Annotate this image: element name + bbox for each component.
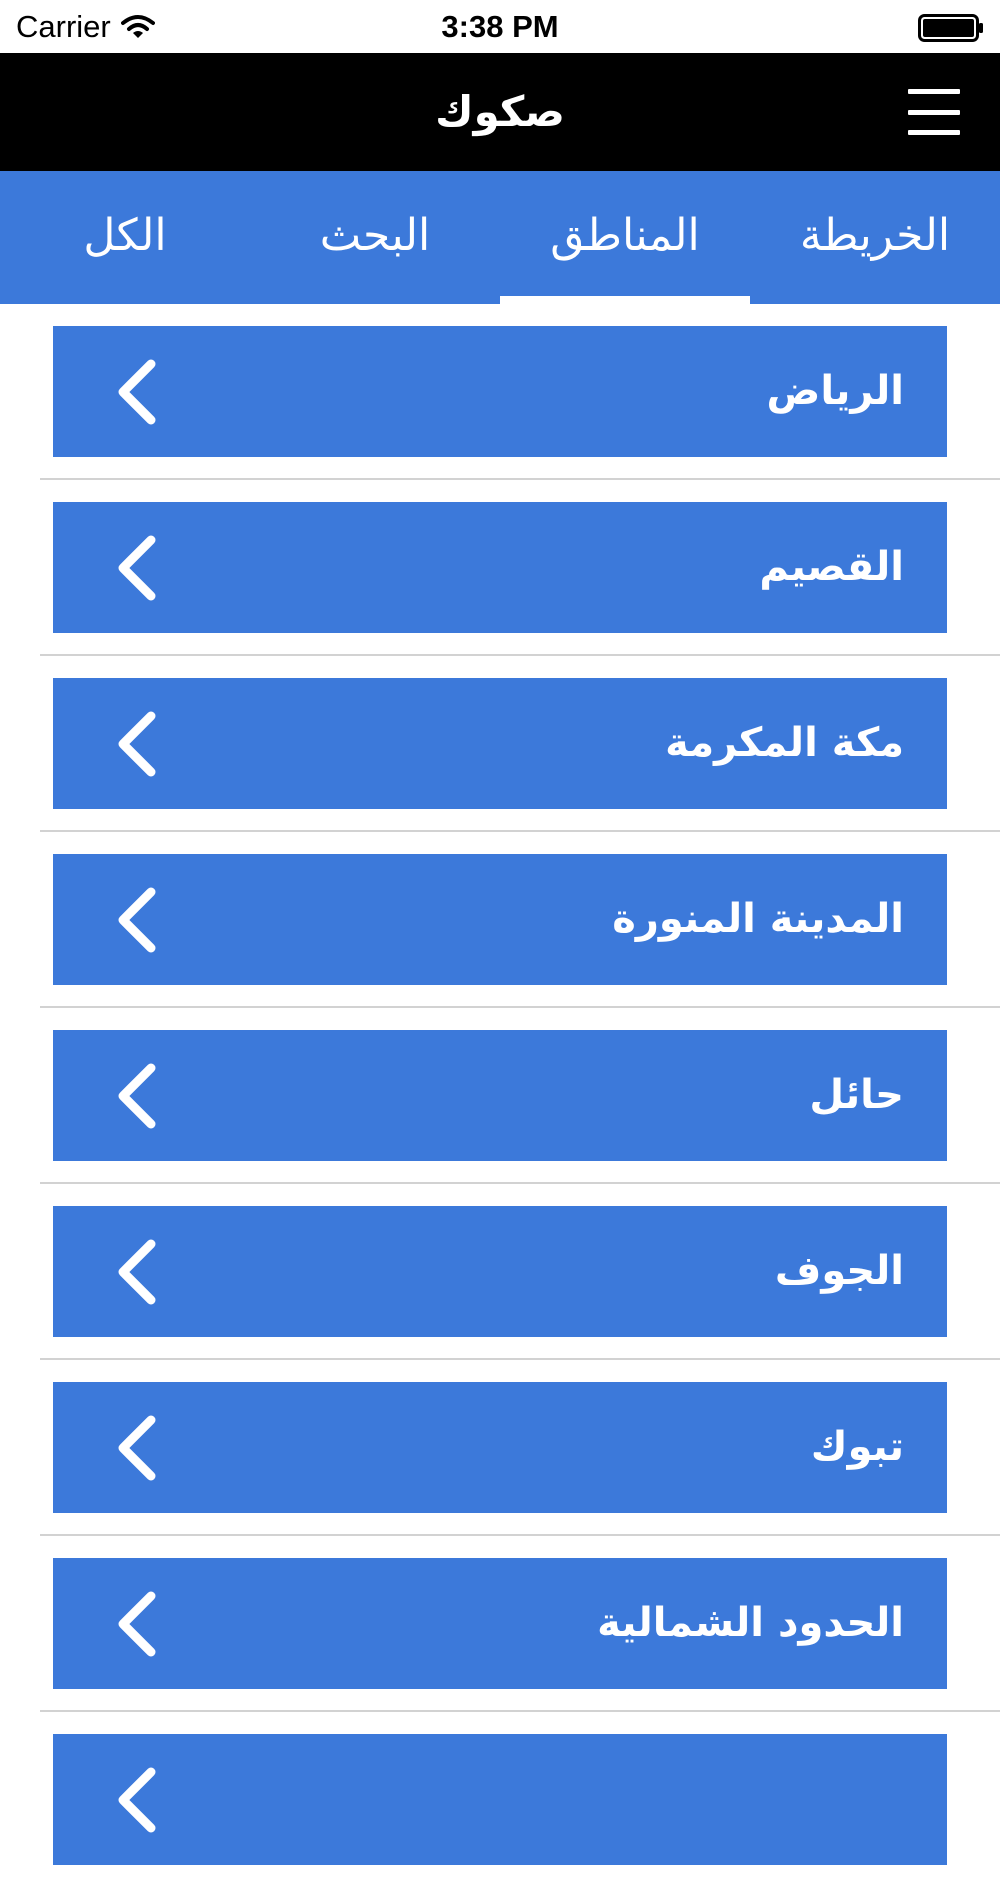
tab-label: البحث: [319, 210, 431, 261]
region-button-tabuk[interactable]: [53, 1382, 947, 1513]
region-button-makkah[interactable]: [53, 678, 947, 809]
tab-indicator: [500, 296, 750, 304]
chevron-left-icon: [113, 1590, 159, 1658]
tab-regions[interactable]: [500, 171, 750, 304]
region-label: القصيم: [759, 544, 904, 590]
list-item: [0, 480, 1000, 656]
list-item: [0, 1008, 1000, 1184]
menu-line: [908, 89, 960, 94]
chevron-left-icon: [113, 1414, 159, 1482]
region-label: الحدود الشمالية: [597, 1600, 904, 1646]
status-bar: [0, 0, 1000, 53]
carrier-label: Carrier: [16, 9, 111, 44]
list-item: [0, 1536, 1000, 1712]
chevron-left-icon: [113, 358, 159, 426]
region-label: الرياض: [766, 368, 904, 414]
region-button-madinah[interactable]: [53, 854, 947, 985]
list-item: [0, 832, 1000, 1008]
region-button-jouf[interactable]: [53, 1206, 947, 1337]
region-label: تبوك: [810, 1424, 904, 1470]
region-label: مكة المكرمة: [665, 720, 904, 766]
menu-line: [908, 110, 960, 115]
region-label: حائل: [809, 1072, 904, 1118]
tab-label: الكل: [83, 210, 167, 261]
menu-line: [908, 130, 960, 135]
region-button-partial[interactable]: [53, 1734, 947, 1865]
region-label: الجوف: [774, 1248, 904, 1294]
region-button-riyadh[interactable]: [53, 326, 947, 457]
navigation-bar: [0, 53, 1000, 171]
page-title: صكوك: [435, 87, 565, 136]
status-time: 3:38 PM: [441, 9, 559, 44]
chevron-left-icon: [113, 1766, 159, 1834]
tab-search[interactable]: [250, 171, 500, 304]
tab-label: المناطق: [550, 210, 700, 261]
region-button-northern-borders[interactable]: [53, 1558, 947, 1689]
chevron-left-icon: [113, 1238, 159, 1306]
chevron-left-icon: [113, 1062, 159, 1130]
list-item: [0, 304, 1000, 480]
tab-map[interactable]: [750, 171, 1000, 304]
chevron-left-icon: [113, 886, 159, 954]
list-item: [0, 1712, 1000, 1888]
region-button-hail[interactable]: [53, 1030, 947, 1161]
region-label: المدينة المنورة: [612, 896, 904, 942]
tab-label: الخريطة: [799, 210, 951, 261]
region-list: [0, 304, 1000, 1888]
hamburger-menu-icon[interactable]: [908, 89, 960, 135]
list-item: [0, 1184, 1000, 1360]
list-item: [0, 1360, 1000, 1536]
battery-icon: [918, 14, 984, 42]
list-item: [0, 656, 1000, 832]
tab-all[interactable]: [0, 171, 250, 304]
region-button-qassim[interactable]: [53, 502, 947, 633]
chevron-left-icon: [113, 534, 159, 602]
tab-bar: [0, 171, 1000, 304]
chevron-left-icon: [113, 710, 159, 778]
